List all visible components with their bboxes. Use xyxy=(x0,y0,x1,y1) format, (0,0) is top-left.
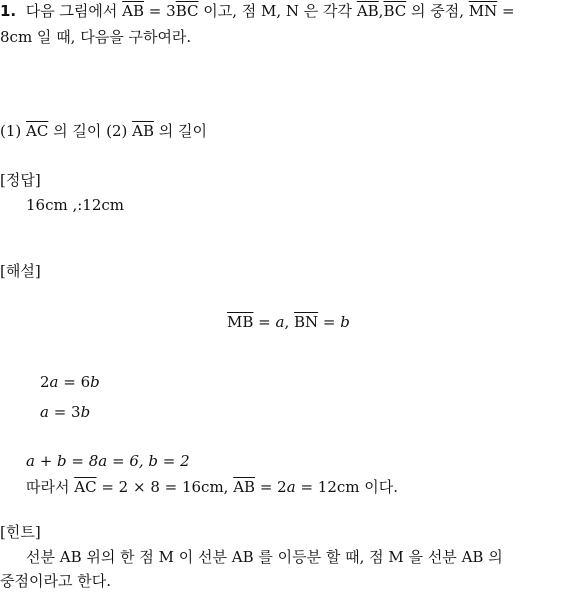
variable-b: b xyxy=(80,403,91,421)
problem-text: = 3 xyxy=(144,2,176,20)
equation-text: 2 xyxy=(40,373,50,391)
variable-a: a xyxy=(286,478,296,496)
equation-text: = 3 xyxy=(48,403,81,421)
equation-text: , xyxy=(284,313,294,331)
solution-equation xyxy=(227,311,350,333)
solution-step-1 xyxy=(40,371,100,393)
segment-ac: $\overline{AC}$ xyxy=(26,122,49,140)
question-text: 의 길이 (2) xyxy=(48,122,133,140)
solution-step-3: a + b = 8a = 6, b = 2 xyxy=(26,452,190,470)
hint-line-1: 선분 AB 위의 한 점 M 이 선분 AB 를 이등분 할 때, 점 M 을 선분 AB 의 xyxy=(26,548,503,566)
answer-text: 16cm ,:12cm xyxy=(26,196,125,214)
conclusion-text: = 2 × 8 = 16cm, xyxy=(96,478,234,496)
question-text: 의 길이 xyxy=(153,122,207,140)
equation-text: = xyxy=(318,313,341,331)
segment-ab: $\overline{AB}$ xyxy=(356,2,379,20)
problem-text: 다음 그림에서 xyxy=(25,2,123,20)
segment-ab: $\overline{AB}$ xyxy=(132,122,154,140)
question-1-prefix: (1) xyxy=(0,122,27,140)
conclusion-text: = 2 xyxy=(255,478,287,496)
problem-line-1 xyxy=(0,0,515,22)
problem-line-2: 8cm 일 때, 다음을 구하여라. xyxy=(0,28,192,46)
segment-ac: $\overline{AC}$ xyxy=(74,478,97,496)
segment-bc: $\overline{BC}$ xyxy=(383,2,407,20)
conclusion-text: 따라서 xyxy=(26,478,75,496)
variable-b: b xyxy=(90,373,100,391)
variable-a: a xyxy=(40,403,49,421)
segment-bc: $\overline{BC}$ xyxy=(175,2,199,20)
variable-a: a xyxy=(275,313,285,331)
variable-b: b xyxy=(340,313,350,331)
segment-bn: $\overline{BN}$ xyxy=(294,313,319,331)
conclusion-text: = 12cm 이다. xyxy=(295,478,399,496)
question-line xyxy=(0,120,207,142)
segment-ab: $\overline{AB}$ xyxy=(233,478,256,496)
solution-step-2 xyxy=(40,401,90,423)
problem-text: 의 중점, xyxy=(406,2,469,20)
equation-text: = 6 xyxy=(58,373,91,391)
hint-heading: [힌트] xyxy=(0,523,41,541)
hint-line-2: 중점이라고 한다. xyxy=(0,572,111,590)
variable-a: a xyxy=(49,373,59,391)
answer-heading: [정답] xyxy=(0,171,41,189)
solution-conclusion xyxy=(26,476,398,498)
problem-text: 이고, 점 M, N 은 각각 xyxy=(198,2,357,20)
segment-ab: $\overline{AB}$ xyxy=(122,2,145,20)
segment-mn: $\overline{MN}$ xyxy=(468,2,498,20)
problem-number: 1. xyxy=(0,2,17,20)
segment-mb: $\overline{MB}$ xyxy=(227,313,254,331)
problem-text: , xyxy=(378,2,384,20)
solution-heading: [해설] xyxy=(0,262,41,280)
problem-text: = xyxy=(497,2,515,20)
equation-text: = xyxy=(253,313,276,331)
